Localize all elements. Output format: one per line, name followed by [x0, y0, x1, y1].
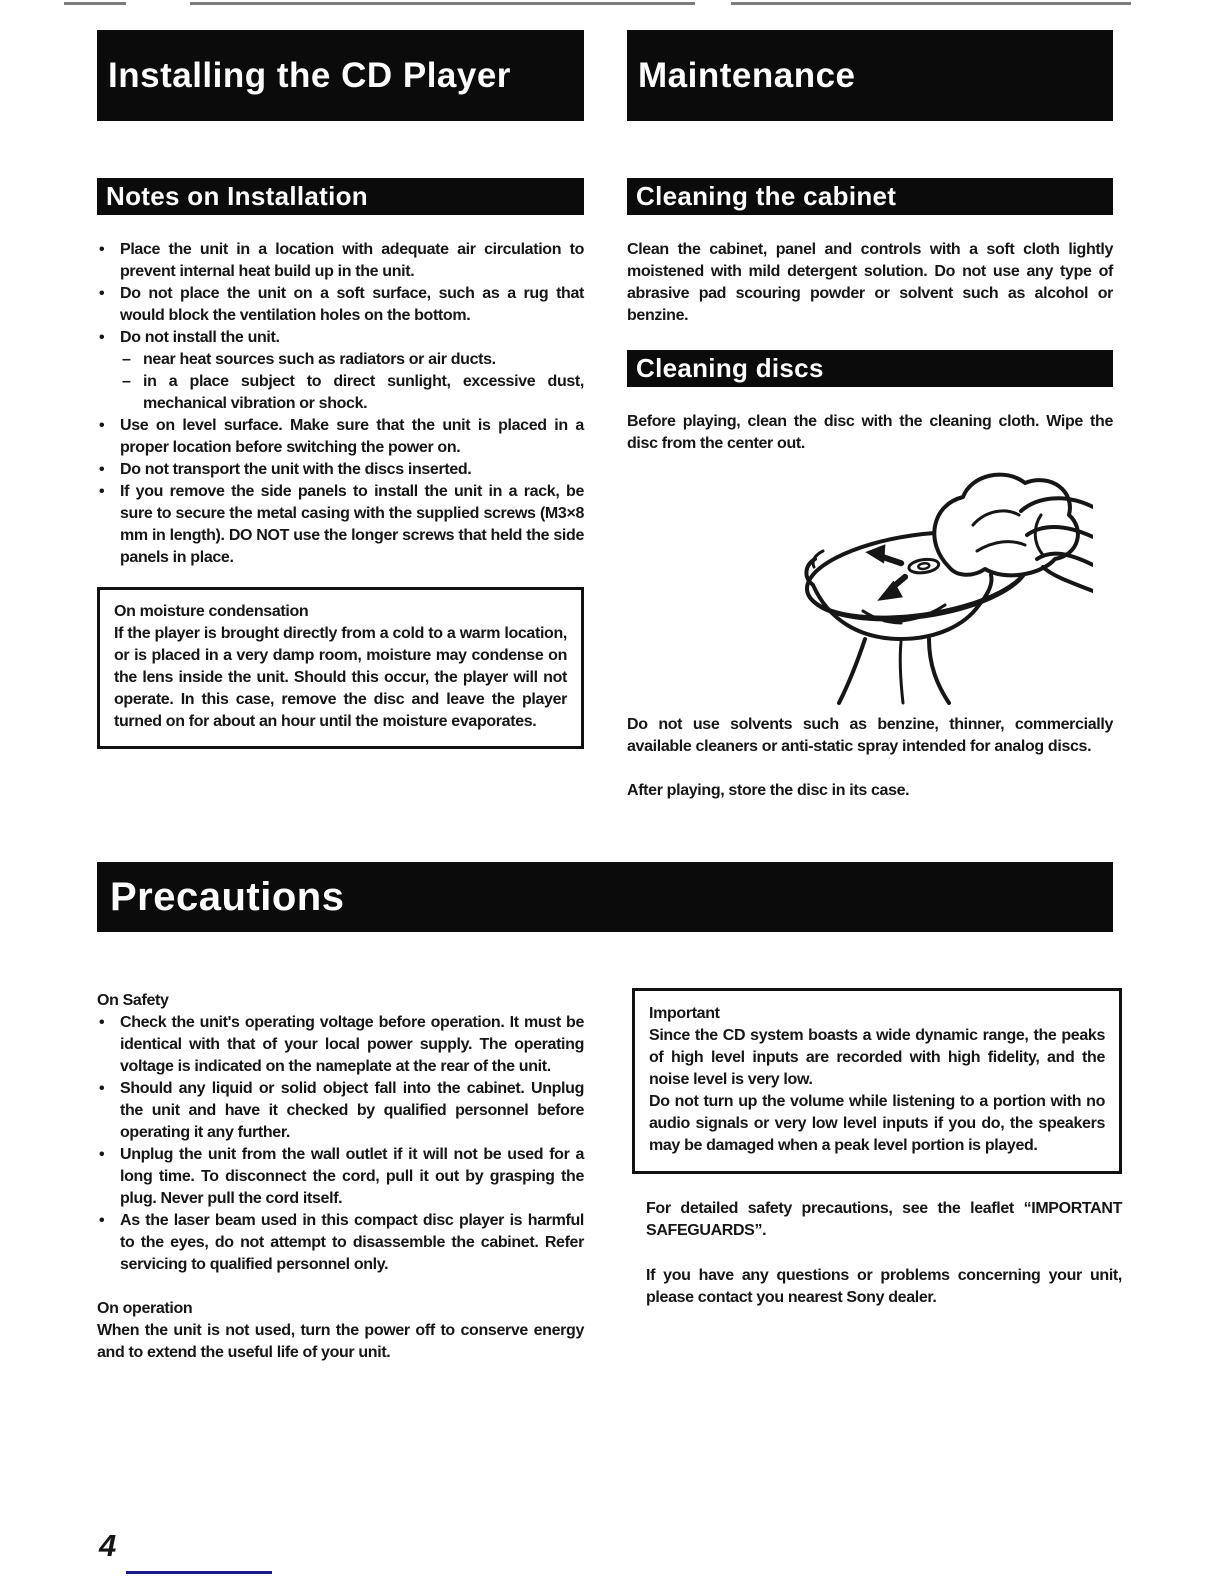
- bullet-marker: •: [99, 241, 105, 258]
- solvents-paragraph: Do not use solvents such as benzine, thinner, commercially available cleaners or anti-static spray intended for analog discs.: [627, 716, 1113, 755]
- list-item: [97, 415, 584, 459]
- list-item-text: Use on level surface. Make sure that the unit is placed in a proper location before switching the power on.: [120, 417, 584, 456]
- leaflet-paragraph: For detailed safety precautions, see the leaflet “IMPORTANT SAFEGUARDS”.: [646, 1200, 1122, 1239]
- sub-list: [120, 349, 584, 415]
- sub-list-item: [120, 349, 584, 371]
- list-item: [97, 1144, 584, 1210]
- scan-artifact-line: [190, 2, 695, 5]
- list-item: [97, 1210, 584, 1276]
- on-safety-heading: On Safety: [97, 992, 169, 1009]
- list-item-text: Check the unit's operating voltage before operation. It must be identical with that of your local power supply. The operating voltage is indicated on the nameplate at the rear of the unit.: [120, 1014, 584, 1075]
- important-box-title: Important: [649, 1005, 720, 1022]
- list-item: [97, 459, 584, 481]
- bullet-marker: •: [99, 1014, 105, 1031]
- store-disc-paragraph: After playing, store the disc in its case.: [627, 782, 910, 799]
- on-operation-paragraph: When the unit is not used, turn the power off to conserve energy and to extend the useful life of your unit.: [97, 1322, 584, 1361]
- moisture-condensation-box: [97, 587, 584, 749]
- bullet-marker: •: [99, 417, 105, 434]
- list-item: [97, 1012, 584, 1078]
- note-box-body: If the player is brought directly from a cold to a warm location, or is placed in a very damp room, moisture may condense on the lens inside the unit. Should this occur, the player will not operate. In this case, remove the disc and leave the player turned on for about an hour until the moisture evaporates.: [114, 625, 567, 730]
- important-box-line2: Do not turn up the volume while listening to a portion with no audio signals or very low level inputs if you do, the speakers may be damaged when a peak level portion is played.: [649, 1093, 1105, 1154]
- section-header-text: Cleaning discs: [636, 353, 824, 383]
- list-item-text: Do not install the unit.: [120, 329, 280, 346]
- important-box: [632, 988, 1122, 1174]
- safety-list: [97, 1012, 584, 1276]
- contact-paragraph: If you have any questions or problems concerning your unit, please contact you nearest Sony dealer.: [646, 1267, 1122, 1306]
- chapter-title-text: Installing the CD Player: [108, 55, 511, 95]
- bullet-marker: •: [99, 329, 105, 346]
- bullet-marker: •: [99, 483, 105, 500]
- list-item: [97, 481, 584, 569]
- chapter-title-text: Maintenance: [638, 55, 856, 95]
- list-item: [97, 327, 584, 415]
- list-item-text: Place the unit in a location with adequate air circulation to prevent internal heat build up in the unit.: [120, 241, 584, 280]
- section-header-text: Notes on Installation: [106, 181, 368, 211]
- precautions-left-column: [97, 990, 584, 1364]
- important-box-line1: Since the CD system boasts a wide dynamic range, the peaks of high level inputs are recorded with high fidelity, and the noise level is very low.: [649, 1027, 1105, 1088]
- chapter-title-installing: [97, 30, 584, 121]
- list-item-text: Do not transport the unit with the discs inserted.: [120, 461, 472, 478]
- section-header-notes-on-installation: [97, 178, 584, 215]
- disc-cleaning-drawing: [753, 463, 1093, 708]
- cleaning-cabinet-paragraph: Clean the cabinet, panel and controls with a soft cloth lightly moistened with mild detergent solution. Do not use any type of abrasive pad scouring powder or solvent such as alcohol or benzine.: [627, 241, 1113, 324]
- bullet-marker: •: [99, 285, 105, 302]
- bullet-marker: •: [99, 1212, 105, 1229]
- section-header-cleaning-discs: [627, 350, 1113, 387]
- disc-cleaning-illustration: [753, 463, 1093, 708]
- list-item: [97, 239, 584, 283]
- page-number: 4: [99, 1528, 117, 1563]
- list-item: [97, 1078, 584, 1144]
- cleaning-discs-paragraph: Before playing, clean the disc with the cleaning cloth. Wipe the disc from the center out.: [627, 413, 1113, 452]
- sub-list-item-text: in a place subject to direct sunlight, excessive dust, mechanical vibration or shock.: [143, 373, 584, 412]
- left-column: [97, 178, 584, 749]
- note-box-title: On moisture condensation: [114, 603, 309, 620]
- section-header-cleaning-cabinet: [627, 178, 1113, 215]
- chapter-title-text: Precautions: [110, 874, 345, 919]
- dash-marker: –: [122, 373, 131, 390]
- list-item-text: Do not place the unit on a soft surface, such as a rug that would block the ventilation holes on the bottom.: [120, 285, 584, 324]
- bullet-marker: •: [99, 1080, 105, 1097]
- section-header-text: Cleaning the cabinet: [636, 181, 897, 211]
- list-item-text: Should any liquid or solid object fall into the cabinet. Unplug the unit and have it checked by qualified personnel before operating it any further.: [120, 1080, 584, 1141]
- chapter-title-precautions: [97, 862, 1113, 932]
- on-operation-heading: On operation: [97, 1300, 193, 1317]
- list-item-text: If you remove the side panels to install the unit in a rack, be sure to secure the metal casing with the supplied screws (M3×8 mm in length). DO NOT use the longer screws that held the side panels in place.: [120, 483, 584, 566]
- footer-rule: [126, 1571, 272, 1574]
- list-item-text: As the laser beam used in this compact disc player is harmful to the eyes, do not attempt to disassemble the cabinet. Refer servicing to qualified personnel only.: [120, 1212, 584, 1273]
- sub-list-item: [120, 371, 584, 415]
- sub-list-item-text: near heat sources such as radiators or air ducts.: [143, 351, 496, 368]
- installation-notes-list: [97, 239, 584, 569]
- right-column: [627, 178, 1113, 802]
- list-item-text: Unplug the unit from the wall outlet if it will not be used for a long time. To disconnect the cord, pull it out by grasping the plug. Never pull the cord itself.: [120, 1146, 584, 1207]
- bullet-marker: •: [99, 461, 105, 478]
- precautions-right-column: [632, 988, 1122, 1309]
- bullet-marker: •: [99, 1146, 105, 1163]
- scan-artifact-line: [64, 2, 126, 5]
- scan-artifact-line: [731, 2, 1131, 5]
- chapter-title-maintenance: [627, 30, 1113, 121]
- dash-marker: –: [122, 351, 131, 368]
- list-item: [97, 283, 584, 327]
